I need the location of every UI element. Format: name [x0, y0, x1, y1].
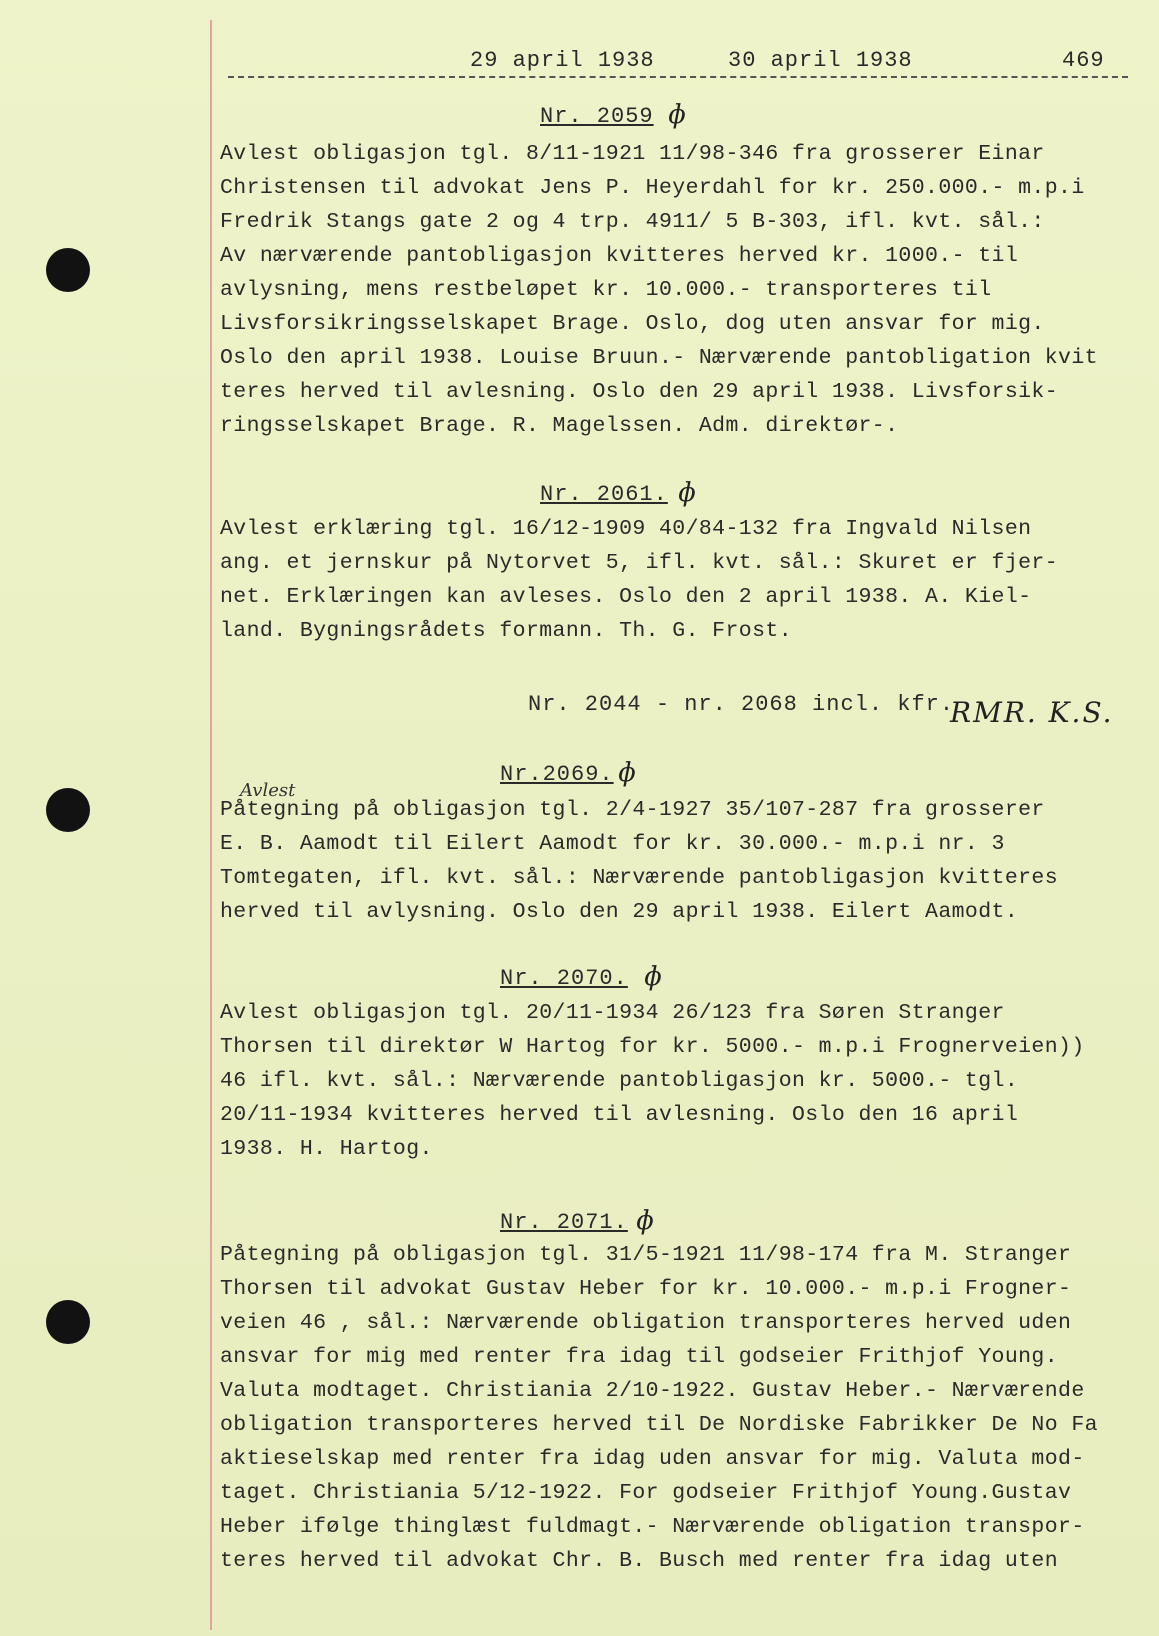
- binder-hole-bottom: [46, 1300, 90, 1344]
- text-line: Påtegning på obligasjon tgl. 2/4-1927 35/107-287 fra grosserer: [220, 798, 1045, 822]
- text-line: teres herved til avlesning. Oslo den 29 april 1938. Livsforsik-: [220, 380, 1059, 404]
- header-date-right: 30 april 1938: [728, 48, 913, 73]
- checkmark-icon: ɸ: [644, 962, 662, 992]
- text-line: Av nærværende pantobligasjon kvitteres herved kr. 1000.- til: [220, 244, 1019, 268]
- text-line: obligation transporteres herved til De Nordiske Fabrikker De No Fa: [220, 1413, 1098, 1437]
- header-rule: [228, 76, 1128, 78]
- text-line: veien 46 , sål.: Nærværende obligation transporteres herved uden: [220, 1311, 1072, 1335]
- text-line: E. B. Aamodt til Eilert Aamodt for kr. 30.000.- m.p.i nr. 3: [220, 832, 1005, 856]
- entry-number-2071: Nr. 2071.: [500, 1210, 628, 1235]
- entry-text-2061: [220, 512, 1140, 648]
- text-line: Livsforsikringsselskapet Brage. Oslo, dog uten ansvar for mig.: [220, 312, 1045, 336]
- text-line: Tomtegaten, ifl. kvt. sål.: Nærværende pantobligasjon kvitteres: [220, 866, 1059, 890]
- text-line: aktieselskap med renter fra idag uden ansvar for mig. Valuta mod-: [220, 1447, 1085, 1471]
- text-line: Påtegning på obligasjon tgl. 31/5-1921 11/98-174 fra M. Stranger: [220, 1243, 1072, 1267]
- entry-number-2069: Nr.2069.: [500, 762, 614, 787]
- text-line: Avlest erklæring tgl. 16/12-1909 40/84-132 fra Ingvald Nilsen: [220, 517, 1032, 541]
- text-line: avlysning, mens restbeløpet kr. 10.000.- transporteres til: [220, 278, 992, 302]
- signature: RMR. K.S.: [950, 696, 1114, 729]
- text-line: net. Erklæringen kan avleses. Oslo den 2 april 1938. A. Kiel-: [220, 585, 1032, 609]
- entry-number-2061: Nr. 2061.: [540, 482, 668, 507]
- entry-number-2059: Nr. 2059: [540, 104, 654, 129]
- page-number: 469: [1062, 48, 1105, 73]
- text-line: taget. Christiania 5/12-1922. For godseier Frithjof Young.Gustav: [220, 1481, 1072, 1505]
- text-line: ansvar for mig med renter fra idag til godseier Frithjof Young.: [220, 1345, 1059, 1369]
- text-line: Oslo den april 1938. Louise Bruun.- Nærværende pantobligation kvit: [220, 346, 1098, 370]
- text-line: Thorsen til direktør W Hartog for kr. 5000.- m.p.i Frognerveien)): [220, 1035, 1085, 1059]
- entry-text-2070: [220, 996, 1140, 1166]
- binder-hole-top: [46, 248, 90, 292]
- checkmark-icon: ɸ: [668, 100, 686, 130]
- entry-text-2071: [220, 1238, 1140, 1578]
- handwritten-annotation: Avlest: [240, 780, 296, 801]
- text-line: 20/11-1934 kvitteres herved til avlesning. Oslo den 16 april: [220, 1103, 1019, 1127]
- text-line: herved til avlysning. Oslo den 29 april 1938. Eilert Aamodt.: [220, 900, 1019, 924]
- checkmark-icon: ɸ: [678, 478, 696, 508]
- text-line: ringsselskapet Brage. R. Magelssen. Adm. direktør-.: [220, 414, 899, 438]
- text-line: 1938. H. Hartog.: [220, 1137, 433, 1161]
- text-line: Fredrik Stangs gate 2 og 4 trp. 4911/ 5 B-303, ifl. kvt. sål.:: [220, 210, 1045, 234]
- text-line: teres herved til advokat Chr. B. Busch med renter fra idag uten: [220, 1549, 1059, 1573]
- text-line: ang. et jernskur på Nytorvet 5, ifl. kvt. sål.: Skuret er fjer-: [220, 551, 1059, 575]
- entry-text-2059: [220, 137, 1140, 443]
- text-line: Thorsen til advokat Gustav Heber for kr. 10.000.- m.p.i Frogner-: [220, 1277, 1072, 1301]
- text-line: Valuta modtaget. Christiania 2/10-1922. Gustav Heber.- Nærværende: [220, 1379, 1085, 1403]
- checkmark-icon: ɸ: [636, 1206, 654, 1236]
- entry-text-2069: [220, 793, 1140, 929]
- text-line: Christensen til advokat Jens P. Heyerdahl for kr. 250.000.- m.p.i: [220, 176, 1085, 200]
- binder-hole-middle: [46, 788, 90, 832]
- summary-line: Nr. 2044 - nr. 2068 incl. kfr.: [528, 692, 955, 717]
- margin-rule: [210, 20, 212, 1630]
- header-date-left: 29 april 1938: [470, 48, 655, 73]
- text-line: Heber ifølge thinglæst fuldmagt.- Nærværende obligation transpor-: [220, 1515, 1085, 1539]
- text-line: Avlest obligasjon tgl. 20/11-1934 26/123 fra Søren Stranger: [220, 1001, 1005, 1025]
- entry-number-2070: Nr. 2070.: [500, 966, 628, 991]
- checkmark-icon: ɸ: [618, 758, 636, 788]
- text-line: land. Bygningsrådets formann. Th. G. Frost.: [220, 619, 792, 643]
- text-line: Avlest obligasjon tgl. 8/11-1921 11/98-346 fra grosserer Einar: [220, 142, 1045, 166]
- text-line: 46 ifl. kvt. sål.: Nærværende pantobligasjon kr. 5000.- tgl.: [220, 1069, 1019, 1093]
